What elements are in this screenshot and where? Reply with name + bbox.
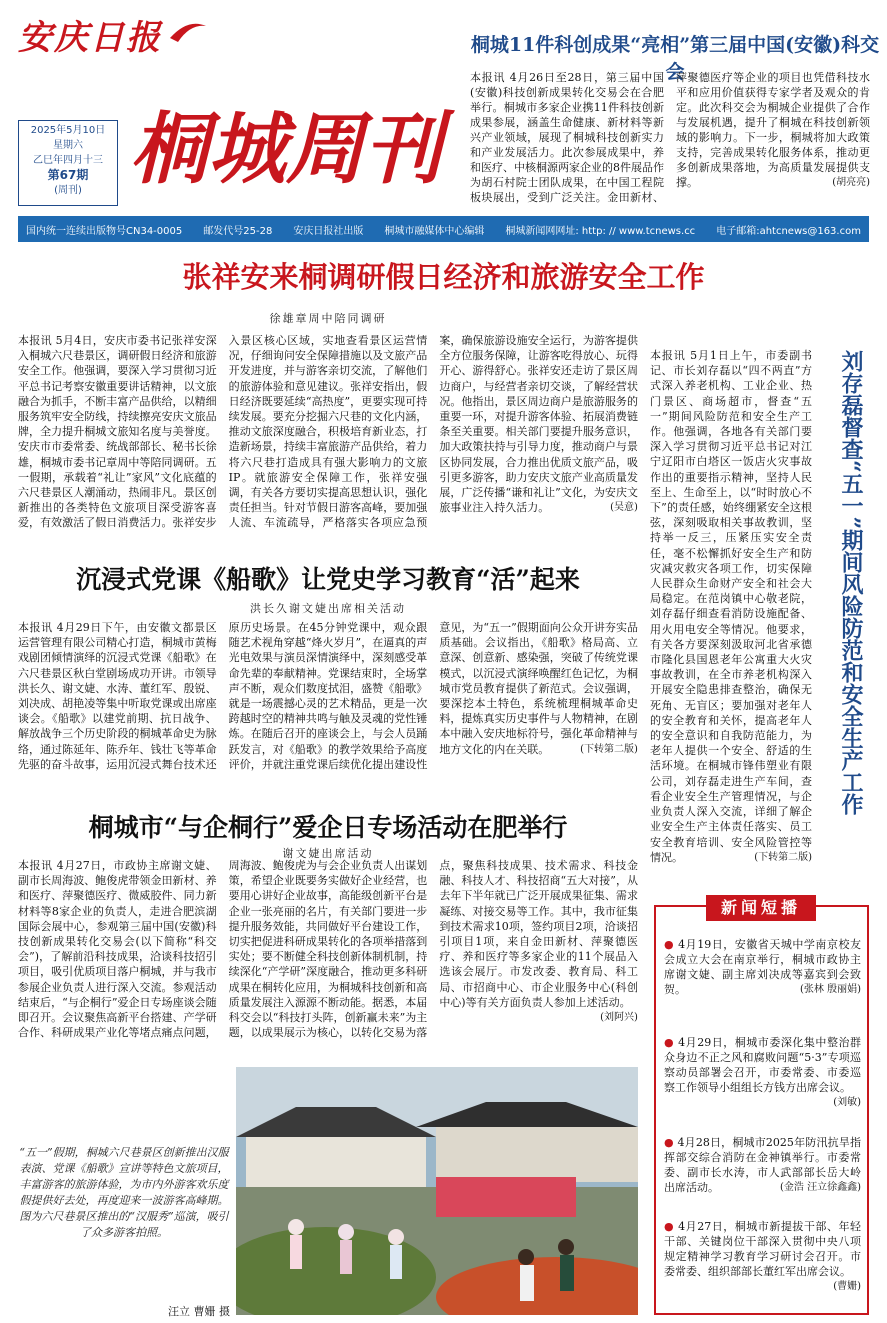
article1-body: [18, 333, 638, 541]
edition-note: (周刊): [54, 185, 82, 196]
article2-subhead: 洪长久谢文婕出席相关活动: [250, 602, 406, 615]
weekly-title: 桐城周刊: [130, 104, 443, 195]
issue-number: 第67期: [47, 168, 89, 182]
article2-byline: (下转第二版): [580, 743, 638, 755]
article2-text: 本报讯 4月29日下午，由安徽文都景区运营管理有限公司精心打造，桐城市黄梅戏剧团倾情演绎的沉浸式党课《船歌》在六尺巷景区秋白堂剧场成功开讲。市领导洪长久、谢文婕、水涛、董红军、殷锐、刘决成、胡艳凌等集中听取党课或出席座谈会。《船歌》以建党前期、抗日战争、解放战争三个历史阶段的桐城革命史为脉络，通过陈延年、陈乔年、钱壮飞等革命先驱的奋斗故事，运用沉浸式舞台技术还原历史场景。在45分钟党课中，观众跟随艺术视角穿越“烽火岁月”，在逼真的声光电效果与演员深情演绎中，深刻感受革命先辈的奉献精神。党课结束时，全场掌声不断，观众们数度拭泪，盛赞《船歌》就是一场震撼心灵的艺术精品，更是一次跨越时空的精神共鸣与触及灵魂的党性锤炼。在随后召开的座谈会上，与会人员踊跃发言，对《船歌》的教学效果给予高度评价，并就注重党课后续优化提出建设性意见，为“五一”假期面向公众开讲夯实品质基础。会议指出，《船歌》格局高、立意深、创意新、感染强，突破了传统党课模式，以沉浸式演绎唤醒红色记忆，为桐城市党员教育提供了新范式。会议强调，要深挖本土特色，系统梳理桐城革命史料，提炼真实历史事件与人物精神，在剧本中融入安庆地标符号，强化革命精神与地方文化的内在关联。: [18, 621, 638, 771]
brief-item: [664, 1035, 861, 1110]
article3-byline: (刘阿兴): [600, 1012, 638, 1024]
side-story-text: 本报讯 5月1日上午，市委副书记、市长刘存磊以“四不两直”方式深入养老机构、工业企业、热门景区、商场超市，督查“五一”期间风险防范和安全生产工作。他强调，各地各有关部门要深入学习贯彻习近平总书记对江宁辽阳市白塔区一饭店火灾事故作出的重要指示精神，坚持人民至上、生命至上，以“时时放心不下”的责任感，始终绷紧安全这根弦，深刻吸取相关事故教训，坚持举一反三，压紧压实安全责任，毫不松懈抓好安全生产和防灾减灾救灾各项工作，切实保障人民群众生命财产安全和社会大局稳定。在范岗镇中心敬老院，刘存磊仔细查看消防设施配备、用火用电安全等情况。他要求，有关各方要深刻汲取河北省承德市隆化县国恩老年公寓重大火灾事故教训，在全市养老机构深入开展安全隐患排查整治，确保无死角、无盲区；要加强对老年人的安全教育和关怀，提高老年人的安全意识和自我防范能力，为老年人提供一个安全、舒适的生活环境。在桐城市锋伟塑业有限公司，刘存磊走进生产车间，查看企业安全生产管理情况，与企业负责人深入交流，详细了解企业安全生产主体责任落实、员工安全教育培训、安全风险管控等情况。: [650, 349, 812, 864]
article1-headline: 张祥安来桐调研假日经济和旅游安全工作: [182, 260, 705, 294]
paper-logo: [18, 10, 218, 68]
editor: 桐城市融媒体中心编辑: [384, 225, 485, 237]
news-photo: [236, 1067, 638, 1315]
email-link[interactable]: 电子邮箱:ahtcnews@163.com: [716, 225, 861, 237]
article1-byline: (吴意): [610, 502, 638, 514]
top-story-headline: 桐城11件科创成果“亮相”第三届中国(安徽)科交会: [470, 34, 880, 83]
brief-item: [664, 937, 861, 997]
brief-text: 4月27日，桐城市新提拔干部、年轻干部、关键岗位干部深入贯彻中央八项规定精神学习教育学习研讨会召开。市委常委、组织部部长董红军出席会议。: [664, 1220, 861, 1278]
paper-name: 安庆日报: [18, 18, 162, 58]
article3-text: 本报讯 4月27日，市政协主席谢文婕、副市长周海波、鲍俊虎带领金田新材、养和医疗、萍聚德医疗、微威胶件、同力新材料等8家企业的负责人，走进合肥滨湖国际会展中心，参观第三届中国(安徽)科技创新成果转化交易会(以下简称“科交会”)，了解前沿科技成果，洽谈科技招引项目，吸引优质项目落户桐城，并与我市参展企业负责人进行深入交流。参观活动结束后，“与企桐行”爱企日专场座谈会随即召开。会议聚焦高新平台搭建、产学研合作、科研成果产业化等堵点痛点问题，周海波、鲍俊虎为与会企业负责人出谋划策，希望企业既要务实做好企业经营，也要用心讲好企业故事，高能级创新平台是企业一张亮丽的名片，有关部门要进一步提升服务效能，共同做好平台建设工作，切实把促进科研成果转化的各项举措落到实处；要不断健全科技创新体制机制，持续深化“产学研”深度融合，推动更多科研成果在桐转化应用，为桐城科技创新和高质量发展注入源源不断动能。据悉，本届科交会以“科技打头阵，创新赢未来”为主题，以成果展示为核心，以转化交易为落点，聚焦科技成果、技术需求、科技金融、科技人才、科技招商“五大对接”，从去年下半年就已广泛开展成果征集、需求凝练、对接交易等工作。其中，我市征集到技术需求10项，签约项目2项，洽谈招引项目1项，来自金田新材、萍聚德医疗、养和医疗等多家企业的11个展品入选该会展厅。市发改委、教育局、科工局、市招商中心、市企业服务中心(科创中心)等有关方面负责人参加上述活动。: [18, 859, 638, 1040]
side-story-headline: 刘存磊督查“五一”期间风险防范和安全生产工作: [838, 350, 864, 816]
photo-caption: “五一”假期，桐城六尺巷景区创新推出汉服表演、党课《船歌》宣讲等特色文旅项目，丰富游客的旅游体验，为市内外游客欢乐度假提供好去处，再度迎来一波游客高峰期。图为六尺巷景区推出的“汉服秀”巡演，吸引了众多游客拍照。: [19, 1146, 229, 1239]
article3-subhead: 谢文婕出席活动: [282, 847, 374, 860]
cn-number: 国内统一连续出版物号CN34-0005: [26, 225, 183, 237]
lunar-date-text: 乙巳年四月十三: [33, 155, 103, 166]
news-briefs-box: [654, 898, 869, 1315]
article3-body: [18, 858, 638, 1058]
publisher: 安庆日报社出版: [293, 225, 364, 237]
top-story-byline: (胡亮亮): [832, 177, 870, 188]
bullet-icon: ●: [664, 1220, 679, 1233]
article2-body: [18, 620, 638, 800]
brief-byline: (金浩 汪立徐鑫鑫): [780, 1182, 861, 1193]
brief-text: 4月29日，桐城市委深化集中整治群众身边不正之风和腐败问题“5·3”专项巡察动员部署会召开，市委常委、市委巡察工作领导小组组长方钱方出席会议。: [664, 1036, 861, 1094]
date-box: [18, 120, 118, 206]
article2-headline: 沉浸式党课《船歌》让党史学习教育“活”起来: [76, 565, 580, 594]
brief-text: 4月19日，安徽省天城中学南京校友会成立大会在南京举行，桐城市政协主席谢文婕、副主席刘决成等嘉宾到会致贺。: [664, 938, 861, 996]
brief-text: 4月28日，桐城市2025年防汛抗旱指挥部交综合消防在金神镇举行。市委常委、副市长水涛，市人武部部长岳大岭出席活动。: [664, 1136, 861, 1194]
photo-scene-illustration: [236, 1067, 638, 1315]
logo-swoosh-icon: [168, 16, 208, 46]
info-bar: [18, 216, 869, 242]
article3-headline: 桐城市“与企桐行”爱企日专场活动在肥举行: [88, 813, 568, 842]
side-story-byline: (下转第二版): [754, 851, 812, 863]
bullet-icon: ●: [664, 938, 679, 951]
brief-byline: (刘敏): [833, 1097, 861, 1108]
news-briefs-title: 新闻短播: [706, 895, 816, 921]
article1-text: 本报讯 5月4日，安庆市委书记张祥安深入桐城六尺巷景区，调研假日经济和旅游安全工作。他强调，要深入学习贯彻习近平总书记考察安徽重要讲话精神，以文旅融合为抓手，不断丰富产品供给，以精细服务筑牢安全防线，持续擦亮安庆文旅品牌，全力提升桐城文旅知名度与美誉度。安庆市市委常委、统战部部长、秘书长徐雄，桐城市委书记章周中等陪同调研。五一假期，承载着“礼让”家风”文化底蕴的六尺巷景区人潮涌动，热闹非凡。景区创新推出的各类特色文旅项目深受游客喜爱，有效激活了假日消费活力。张祥安步入景区核心区域，实地查看景区运营情况，仔细询问安全保障措施以及文旅产品开发进度，并与游客亲切交流，了解他们的旅游体验和意见建议。张祥安指出，假日经济既要延续“高热度”，更要实现可持续发展。要充分挖掘六尺巷的文化内涵，推动文旅深度融合，积极培育新业态，打造新场景，持续丰富旅游产品供给，着力将六尺巷打造成具有强大影响力的文旅IP。就旅游安全保障工作，张祥安强调，有关各方要切实提高思想认识，强化责任担当。针对节假日游客高峰，要加强人流、车流疏导，严格落实各项应急预案，确保旅游设施安全运行，为游客提供全方位服务保障，让游客吃得放心、玩得开心、游得舒心。张祥安还走访了景区周边商户，与经营者亲切交谈，了解经营状况。他指出，景区周边商户是旅游服务的重要一环，对提升游客体验、拓展消费链条至关重要。相关部门要提升服务意识，加大政策扶持与引导力度，推动商户与景区协同发展，合力推出优质文旅产品，吸引更多游客，助力安庆文旅产业高质量发展，广泛传播“谦和礼让”文化，为安庆文旅事业注入持久活力。: [18, 334, 638, 530]
photo-credit: 汪立 曹姗 摄: [168, 1305, 230, 1318]
side-story-body: [650, 348, 812, 878]
top-story-text: 本报讯 4月26日至28日，第三届中国(安徽)科技创新成果转化交易会在合肥举行。桐城市多家企业携11件科技创新成果参展，涵盖生命健康、新材料等新兴产业领域，展现了桐城科技创新实力和产业发展活力。此次参展成果中，养和医疗、中核桐源两家企业的8件展品作为胡石村院士团队成果，在中国工程院板块展出，受到广泛关注。金田新材、萍聚德医疗等企业的项目也凭借科技水平和应用价值获得专家学者及观众的肯定。此次科交会为桐城企业提供了合作与发展机遇，提升了桐城在科技创新领域的影响力。下一步，桐城将加大政策支持，完善成果转化服务体系，推动更多创新成果落地，为高质量发展提供支撑。: [470, 71, 870, 204]
brief-byline: (张林 殷丽娟): [800, 984, 861, 995]
website-link[interactable]: 桐城新闻网网址: http: // www.tcnews.cc: [505, 225, 696, 237]
brief-item: [664, 1135, 861, 1195]
date-text: 2025年5月10日: [30, 125, 106, 136]
weekday-text: 星期六: [53, 140, 83, 151]
top-story-body: [470, 70, 870, 210]
article1-subhead: 徐雄章周中陪同调研: [269, 312, 387, 325]
brief-item: [664, 1219, 861, 1294]
bullet-icon: ●: [664, 1036, 679, 1049]
bullet-icon: ●: [664, 1136, 678, 1149]
brief-byline: (曹姗): [833, 1281, 861, 1292]
postal-code: 邮发代号25-28: [203, 225, 273, 237]
